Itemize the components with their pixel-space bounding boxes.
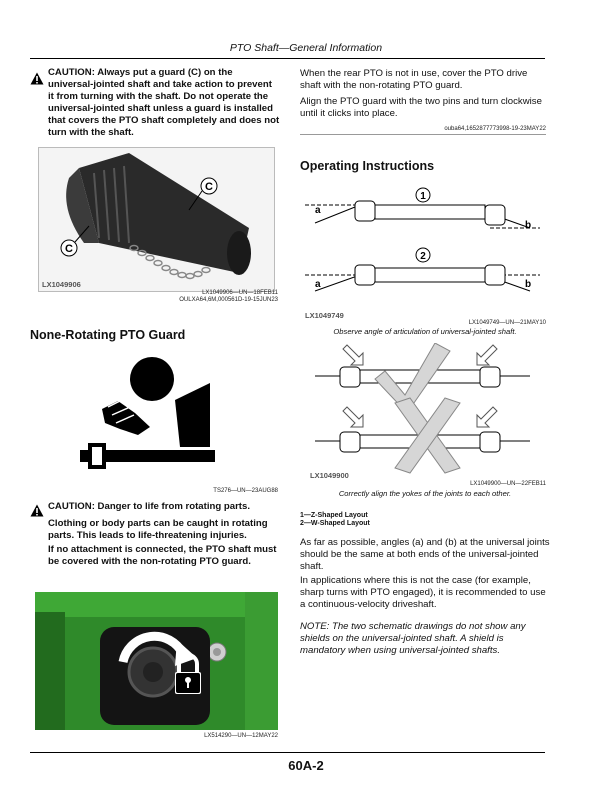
fig3-ref: LX514290—UN—12MAY22 xyxy=(204,733,278,739)
fig1-ref: LX1049906—UN—18FEB11 xyxy=(202,290,278,296)
fig5-caption: Correctly align the yokes of the joints to each other. xyxy=(338,489,512,498)
layout-number-1: 1 xyxy=(420,191,426,202)
angle-b-label-2: b xyxy=(525,279,532,290)
layout-number-2: 2 xyxy=(420,251,426,262)
para-align-guard: Align the PTO guard with the two pins and turn clockwise until it clicks into place. xyxy=(300,96,542,119)
section-title-non-rotating: None-Rotating PTO Guard xyxy=(30,328,186,342)
callout-c-top: C xyxy=(205,181,213,193)
angle-a-label-1: a xyxy=(315,205,321,216)
fig1-ref2: OULXA64,6M,000561D-19-15JUN23 xyxy=(179,297,278,303)
page-number: 60A-2 xyxy=(288,758,324,773)
right-ref1: ouba64,1652877773998-19-23MAY22 xyxy=(444,126,546,132)
right-divider xyxy=(300,134,546,135)
footer-rule xyxy=(30,752,545,753)
para-cv-driveshaft: In applications where this is not the case (for example, sharp turns with PTO engaged), it is recommended to use a continuous-velocity driveshaft. xyxy=(300,575,546,610)
para-angles: As far as possible, angles (a) and (b) at the universal joints should be the same at both ends of the universal-jointed shaft. xyxy=(300,537,550,572)
fig2-ref: TS276—UN—23AUG88 xyxy=(213,488,278,494)
figure-rotating-parts-danger xyxy=(80,355,215,480)
figure-shaft-layouts xyxy=(305,183,545,318)
section-title-operating: Operating Instructions xyxy=(300,159,435,173)
fig4-label: LX1049749 xyxy=(305,311,344,320)
figure-yoke-alignment xyxy=(315,343,540,478)
para-cover-pto: When the rear PTO is not in use, cover the PTO drive shaft with the non-rotating PTO guard. xyxy=(300,68,528,91)
figure-pto-guard-install-photo xyxy=(35,592,278,730)
fig5-ref: LX1049900—UN—22FEB11 xyxy=(470,481,546,487)
fig4-caption: Observe angle of articulation of universal-jointed shaft. xyxy=(333,327,517,336)
note-shields: NOTE: The two schematic drawings do not show any shields on the universal-jointed shaft. A shield is mandatory when using universal-jointed shafts. xyxy=(300,621,526,656)
fig5-label: LX1049900 xyxy=(310,471,349,480)
legend-z-layout: 1—Z-Shaped Layout xyxy=(300,512,368,519)
caution-guard-text: CAUTION: Always put a guard (C) on the universal-jointed shaft and take action to prevent it from turning with the shaft. Do not operate the universal-jointed shaft unless a guard is installed that covers the PTO shaft completely and does not turn with the shaft. xyxy=(48,67,280,138)
warning-icon xyxy=(30,504,44,517)
caution-rotating-text: CAUTION: Danger to life from rotating parts. xyxy=(48,501,251,512)
angle-a-label-2: a xyxy=(315,279,321,290)
callout-c-left: C xyxy=(65,243,73,255)
fig4-ref: LX1049749—UN—21MAY10 xyxy=(468,320,546,326)
figure-pto-guard-photo xyxy=(38,147,275,292)
header-rule xyxy=(30,58,545,59)
legend-w-layout: 2—W-Shaped Layout xyxy=(300,520,370,527)
angle-b-label-1: b xyxy=(525,220,532,231)
caution-rotating-cover: If no attachment is connected, the PTO shaft must be covered with the non-rotating PTO guard. xyxy=(48,544,277,567)
caution-rotating-detail: Clothing or body parts can be caught in rotating parts. This leads to life-threatening injuries. xyxy=(48,518,268,541)
warning-icon xyxy=(30,72,44,85)
fig1-label: LX1049906 xyxy=(42,280,81,289)
page-header-title: PTO Shaft—General Information xyxy=(229,42,383,54)
